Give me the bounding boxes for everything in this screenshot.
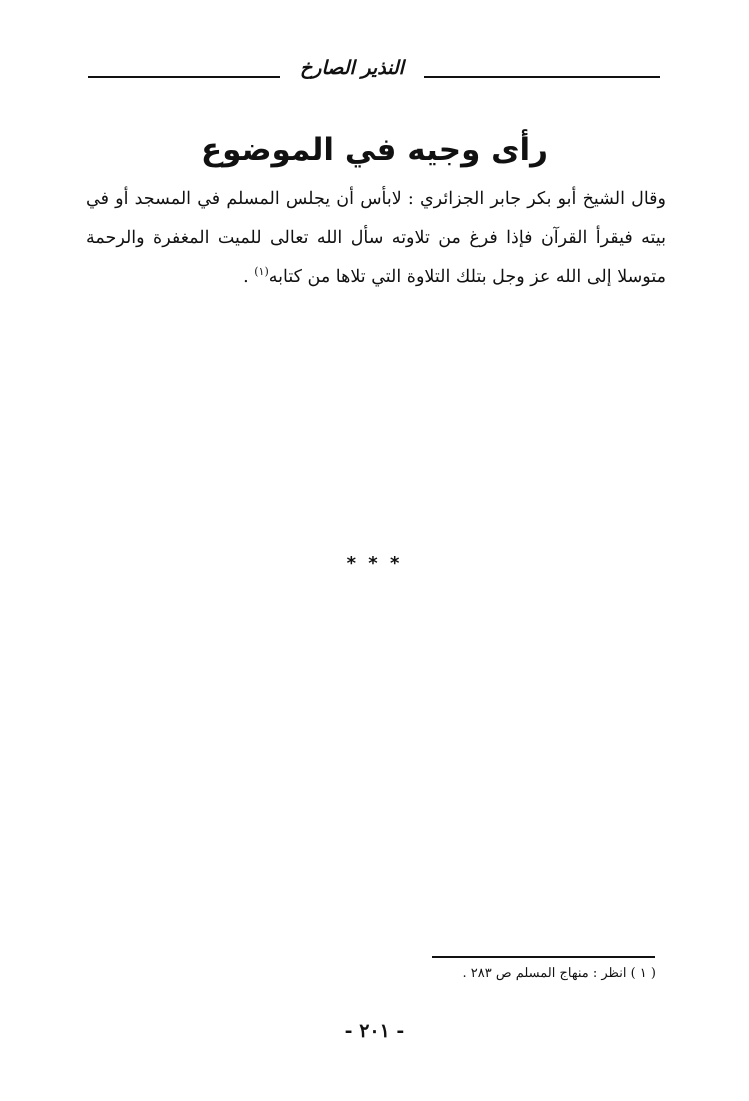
section-separator: * * * xyxy=(346,553,403,574)
paragraph-end-mark: . xyxy=(243,267,255,287)
footnote-reference: (١) xyxy=(254,265,269,279)
footnote-rule xyxy=(432,956,655,958)
running-header xyxy=(88,56,660,82)
header-rule-left xyxy=(88,76,280,78)
body-paragraph-text: وقال الشيخ أبو بكر جابر الجزائري : لابأس أن يجلس المسلم في المسجد أو في بيته فيقرأ القرآن فإذا فرغ من تلاوته سأل الله تعالى للميت المغفرة والرحمة متوسلا إلى الله عز وجل بتلك التلاوة التي تلاها من كتابه xyxy=(86,189,666,287)
section-title: رأى وجيه في الموضوع xyxy=(200,132,549,168)
footnote: ( ١ ) انظر : منهاج المسلم ص ٢٨٣ . xyxy=(462,966,656,981)
page-number: - ٢٠١ - xyxy=(344,1020,405,1042)
header-rule-right xyxy=(424,76,660,78)
running-header-title: النذير الصارخ xyxy=(300,57,404,79)
body-paragraph xyxy=(86,180,666,297)
